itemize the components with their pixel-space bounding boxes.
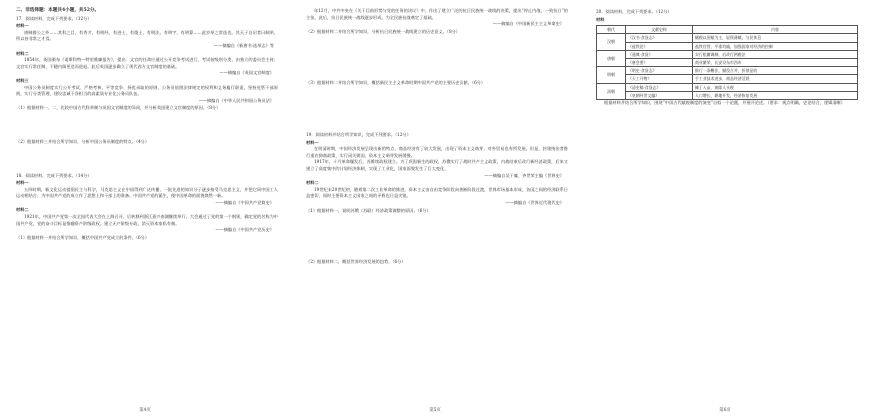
- text-line: ——摘编自《新唐书·选举志》等: [214, 42, 274, 48]
- page-6-after: [596, 100, 858, 107]
- table-cell-source: 《盐铁论》: [626, 42, 693, 50]
- table-cell-dynasty: 唐朝: [597, 50, 626, 66]
- text-line: ——摘编自《世界近代现代史》: [505, 199, 564, 205]
- text-line: 二、非选择题：本题共4小题，共52分。: [16, 8, 100, 13]
- table-row: [597, 83, 858, 91]
- text-line: 1854年，英国颁布《诺斯科特—特里维廉报告》，提出：文官的任命应通过公开竞争考试进行，考试按级别分类，由独立的委员会主持；文官实行常任制，不随内阁更迭而进退。此后英国逐步确立了现代西方文官制度的基础。: [16, 57, 278, 69]
- text-line: （3）根据材料二并结合所学知识，概括新民主主义革命时期中国共产党的主要历史贡献。（6分）: [306, 80, 486, 86]
- text-line: 17．阅读材料，完成下列要求。（12分）: [16, 15, 92, 21]
- text-line: 五四时期，新文化运动提倡民主与科学，马克思主义在中国得到广泛传播，一批先进的知识分子逐步接受马克思主义，并把它同中国工人运动相结合，为中国共产党的成立作了思想上和干部上的准备。中国共产党的诞生，使中国革命的面貌焕然一新。: [16, 186, 278, 199]
- text-line: （2）根据材料二并结合所学知识，分析抗日民族统一战线建立的历史意义。（8分）: [306, 28, 460, 34]
- answer-space: [306, 214, 568, 258]
- text-line: ——摘编自《英国文官制度》: [219, 70, 274, 76]
- text-line: 1917年，十月革命爆发后，苏维埃政权建立。为了巩固新生的政权，苏俄实行了战时共产主义政策，内战结束后改行新经济政策，后来又建立了高度集中的计划经济体制，实现了工业化，国家面貌发生了巨大变化。: [306, 159, 568, 171]
- table-cell-dynasty: 明朝: [597, 67, 626, 83]
- text-line: （1）根据材料一、二，比较中国古代科举制与英国文官制度的异同，并分析英国建立文官制度的原因。（8分）: [16, 105, 221, 111]
- table-cell-source: 《明史·食货志》: [626, 67, 693, 75]
- table-cell-source: 《汉书·食货志》: [626, 34, 693, 42]
- text-line: ——摘编自《中华人民共和国公务员法》: [198, 97, 274, 103]
- text-line: ——摘编自《中国共产党简史》: [215, 199, 274, 205]
- text-line: 1921年，中国共产党第一次全国代表大会在上海召开，后转移到浙江嘉兴南湖继续举行。大会通过了党的第一个纲领，确定党的名称为中国共产党，党的奋斗目标是推翻资产阶级政权，建立无产阶级专政，消灭资本家私有制。: [16, 214, 278, 226]
- text-line: （2）根据材料三并结合所学知识，分析中国公务员制度的特点。（4分）: [16, 138, 150, 144]
- table-row: [597, 91, 858, 99]
- text-line: 材料三: [16, 77, 29, 83]
- text-line: 唐制群公之外……其科之目，有秀才，有明经，有进士，有俊士，有明法，有明字，有明算……此岁举之常选也。其天子自诏者曰制举，所以待非常之才焉。: [16, 29, 278, 42]
- table-cell-source: 《通典·食货》: [626, 50, 693, 58]
- page-4-number: 第4页: [139, 408, 151, 413]
- text-line: ——摘编自《中国新民主主义革命史》: [492, 21, 564, 27]
- exam-page-5: [290, 0, 580, 419]
- answer-space: [16, 112, 278, 138]
- table-cell-content: 赋税以田赋为主，轻徭薄赋，与民休息: [693, 34, 858, 42]
- table-cell-content: 盐铁官营，平准均输，加强国家对经济的控制: [693, 42, 858, 50]
- text-line: 材料一: [16, 23, 29, 29]
- table-cell-source: 《天工开物》: [626, 75, 693, 83]
- text-line: 材料二: [16, 207, 29, 213]
- answer-space: [306, 35, 568, 79]
- text-line: （1）根据材料一，说明苏俄（苏联）经济政策调整的原因。（6分）: [306, 207, 431, 213]
- table-row: [597, 75, 858, 83]
- page-5-number: 第5页: [429, 408, 441, 413]
- text-line: 18．阅读材料，完成下列要求。（14分）: [16, 172, 92, 178]
- table-row: [597, 50, 858, 58]
- table-row: [597, 59, 858, 67]
- table-header-cell: 朝代: [597, 26, 626, 34]
- text-line: 根据材料并结合所学知识，围绕“中国古代赋税制度的演变”自拟一个论题，并展开论述。（要求：观点明确，史论结合，逻辑清晰）: [604, 100, 845, 106]
- exam-page-6: [580, 0, 870, 419]
- page-6-column: [596, 8, 858, 107]
- table-cell-dynasty: 清朝: [597, 83, 626, 99]
- text-line: 材料二: [16, 50, 29, 56]
- text-line: （1）根据材料一并结合所学知识，概括中国共产党成立的条件。（6分）: [16, 234, 150, 240]
- page-6-number: 第6页: [719, 408, 731, 413]
- table-cell-content: 推行一条鞭法，赋役合并，折银征收: [693, 67, 858, 75]
- answer-space: [16, 146, 278, 172]
- table-cell-source: 《皇朝经世文编》: [626, 91, 693, 99]
- page-4-column: [16, 8, 278, 241]
- text-line: 19．阅读材料并结合所学知识，完成下列要求。（12分）: [306, 131, 411, 137]
- text-line: 材料一: [16, 180, 29, 186]
- table-header-cell: 内容: [693, 26, 858, 34]
- table-row: [597, 34, 858, 42]
- text-line: 中国公务员制度实行公开考试、严格考核、平等竞争、择优录取的原则，公务员依照法律规定的权利和义务履行职责，坚持党管干部原则，实行分类管理，建设忠诚干净担当的高素质专业化公务员队伍。: [16, 84, 278, 97]
- table-row: [597, 67, 858, 75]
- answer-space: [306, 87, 568, 131]
- table-cell-source: 《清史稿·食货志》: [626, 83, 693, 91]
- dynasty-literature-table: [596, 25, 858, 100]
- table-row: [597, 42, 858, 50]
- table-body: [597, 34, 858, 100]
- text-line: ——摘编自吴于廑、齐世荣主编《世界史》: [484, 172, 564, 178]
- text-line: 材料二: [306, 180, 319, 186]
- table-header-cell: 文献史料: [626, 26, 693, 34]
- text-line: 20．阅读材料，完成下列要求。（12分）: [596, 9, 672, 14]
- table-cell-content: 商业繁荣，长安设东市西市: [693, 59, 858, 67]
- page-6-lines: [596, 9, 858, 23]
- page-5-column: [306, 8, 568, 266]
- exam-page-4: [0, 0, 290, 419]
- table-cell-source: 《唐会要》: [626, 59, 693, 67]
- text-line: 在明清时期，中国经济发展呈现出新的特点，商品经济有了较大发展，出现了资本主义萌芽，对外贸易也有所发展。但是，封建统治者推行重农抑商政策，实行闭关锁国，资本主义萌芽发展缓慢。: [306, 146, 568, 158]
- text-line: 材料一: [306, 139, 319, 145]
- text-line: （2）根据材料二，概括世界经济发展的趋势。（6分）: [306, 259, 406, 265]
- text-line: 19世纪末20世纪初，随着第二次工业革命的推进，资本主义由自由竞争阶段向垄断阶段过渡，世界市场基本形成，各国之间的经济联系日益密切，同时主要资本主义国家之间的矛盾也日益尖锐。: [306, 186, 568, 199]
- text-line: 材料: [596, 16, 605, 22]
- text-line: ——摘编自《中国共产党历史》: [215, 227, 274, 233]
- table-cell-content: 摊丁入亩，废除人头税: [693, 83, 858, 91]
- text-line: 年12月，中共中央在《关于目前形势与党的任务的决议》中，作出了建立广泛的抗日民族统一战线的决策，提出“停止内战，一致抗日”的主张。此后，抗日民族统一战线逐步形成，为全民族抗战奠定了基础。: [306, 8, 568, 20]
- table-cell-content: 实行租庸调制，后改行两税法: [693, 50, 858, 58]
- table-cell-content: 人口增长，耕地开发，经济恢复发展: [693, 91, 858, 99]
- table-cell-content: 手工业技术进步，商品经济活跃: [693, 75, 858, 83]
- table-header-row: [597, 26, 858, 34]
- table-cell-dynasty: 汉朝: [597, 34, 626, 50]
